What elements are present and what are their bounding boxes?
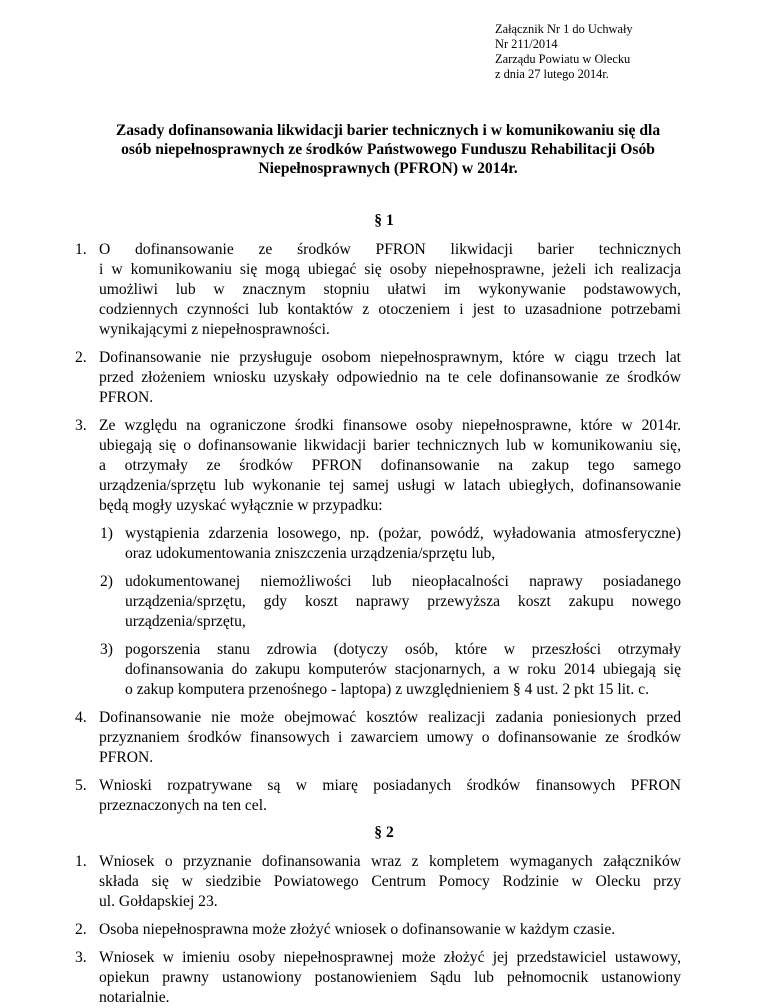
item-line: przeznaczonych na ten cel. [99, 797, 267, 814]
section-2-heading: § 2 [374, 824, 394, 841]
item-number: 3. [75, 949, 87, 966]
item-line: Dofinansowanie nie przysługuje osobom niepełnosprawnym, które w ciągu trzech lat [99, 349, 681, 366]
item-line: przyznaniem środków finansowych i zawarciem umowy o dofinansowanie ze środków [99, 729, 681, 746]
item-number: 4. [75, 709, 87, 726]
title-line: osób niepełnosprawnych ze środków Państwowego Funduszu Rehabilitacji Osób [121, 141, 655, 158]
item-line: wynikającymi z niepełnosprawności. [99, 321, 330, 338]
item-line: Wniosek w imieniu osoby niepełnosprawnej może złożyć jej przedstawiciel ustawowy, [99, 949, 681, 966]
item-line: opiekun prawny ustanowiony postanowieniem Sądu lub pełnomocnik ustanowiony [99, 969, 681, 986]
item-line: Wnioski rozpatrywane są w miarę posiadanych środków finansowych PFRON [99, 777, 681, 794]
item-line: urządzenia/sprzętu lub wykonanie tej samej usługi w latach ubiegłych, dofinansowanie [99, 477, 681, 494]
section-1-item-3-sub-3 [100, 640, 681, 700]
item-line: codziennych czynności lub kontaktów z otoczeniem i jest to uzasadnione potrzebami [99, 301, 681, 318]
attachment-line: Nr 211/2014 [495, 37, 558, 51]
item-line: Ze względu na ograniczone środki finansowe osoby niepełnosprawne, które w 2014r. [99, 417, 681, 434]
item-line: wystąpienia zdarzenia losowego, np. (pożar, powódź, wyładowania atmosferyczne) [125, 525, 681, 542]
sub-item-number: 3) [100, 641, 113, 658]
section-2-item-2 [75, 920, 681, 940]
item-number: 2. [75, 921, 87, 938]
item-line: o zakup komputera przenośnego - laptopa) z uwzględnieniem § 4 ust. 2 pkt 15 lit. c. [125, 681, 649, 698]
sub-item-number: 1) [100, 525, 113, 542]
item-line: oraz udokumentowania zniszczenia urządzenia/sprzętu lub, [125, 545, 496, 562]
item-line: dofinansowania do zakupu komputerów stacjonarnych, a w roku 2014 ubiegają się [125, 661, 681, 678]
item-line: PFRON. [99, 749, 154, 766]
item-line: urządzenia/sprzętu, gdy koszt naprawy przewyższa koszt zakupu nowego [125, 593, 681, 610]
section-1-item-1 [75, 240, 681, 340]
item-line: przed złożeniem wniosku uzyskały odpowiednio na te cele dofinansowanie ze środków [99, 369, 681, 386]
item-line: Dofinansowanie nie może obejmować kosztów realizacji zadania poniesionych przed [99, 709, 681, 726]
attachment-line: z dnia 27 lutego 2014r. [495, 67, 609, 81]
item-number: 3. [75, 417, 87, 434]
item-line: udokumentowanej niemożliwości lub nieopłacalności naprawy posiadanego [125, 573, 681, 590]
section-1-item-3 [75, 416, 681, 516]
section-1-item-5 [75, 776, 681, 816]
attachment-line: Zarządu Powiatu w Olecku [495, 52, 631, 66]
section-1-heading: § 1 [374, 212, 394, 229]
section-1-item-3-sub-2 [100, 572, 681, 632]
attachment-note [495, 22, 633, 82]
section-2-item-3 [75, 948, 681, 1008]
item-line: notarialnie. [99, 989, 170, 1006]
item-line: umożliwi lub w znacznym stopniu ułatwi im wykonywanie podstawowych, [99, 281, 681, 298]
item-line: Wniosek o przyznanie dofinansowania wraz z kompletem wymaganych załączników [99, 853, 681, 870]
item-line: urządzenia/sprzętu, [125, 613, 246, 630]
item-line: pogorszenia stanu zdrowia (dotyczy osób, które w przeszłości otrzymały [125, 641, 681, 658]
item-line: a otrzymały ze środków PFRON dofinansowanie na zakup tego samego [99, 457, 681, 474]
section-1-item-4 [75, 708, 681, 768]
item-line: Osoba niepełnosprawna może złożyć wniosek o dofinansowanie w każdym czasie. [99, 921, 616, 938]
item-number: 2. [75, 349, 87, 366]
item-line: będą mogły uzyskać wyłącznie w przypadku: [99, 497, 383, 514]
section-2-item-1 [75, 852, 681, 912]
sub-item-number: 2) [100, 573, 113, 590]
title-line: Niepełnosprawnych (PFRON) w 2014r. [258, 160, 518, 177]
item-number: 1. [75, 853, 87, 870]
item-number: 5. [75, 777, 87, 794]
item-line: i w komunikowaniu się mogą ubiegać się osoby niepełnosprawne, jeżeli ich realizacja [99, 261, 681, 278]
attachment-line: Załącznik Nr 1 do Uchwały [495, 22, 633, 36]
item-line: O dofinansowanie ze środków PFRON likwidacji barier technicznych [99, 241, 681, 258]
item-line: ubiegają się o dofinansowanie likwidacji barier technicznych lub w komunikowaniu się, [99, 437, 681, 454]
item-line: ul. Gołdapskiej 23. [99, 893, 218, 910]
section-1-item-2 [75, 348, 681, 408]
document-title [100, 121, 676, 178]
item-line: składa się w siedzibie Powiatowego Centrum Pomocy Rodzinie w Olecku przy [99, 873, 681, 890]
item-line: PFRON. [99, 389, 154, 406]
item-number: 1. [75, 241, 87, 258]
title-line: Zasady dofinansowania likwidacji barier technicznych i w komunikowaniu się dla [115, 122, 661, 139]
section-1-item-3-sub-1 [100, 524, 681, 564]
